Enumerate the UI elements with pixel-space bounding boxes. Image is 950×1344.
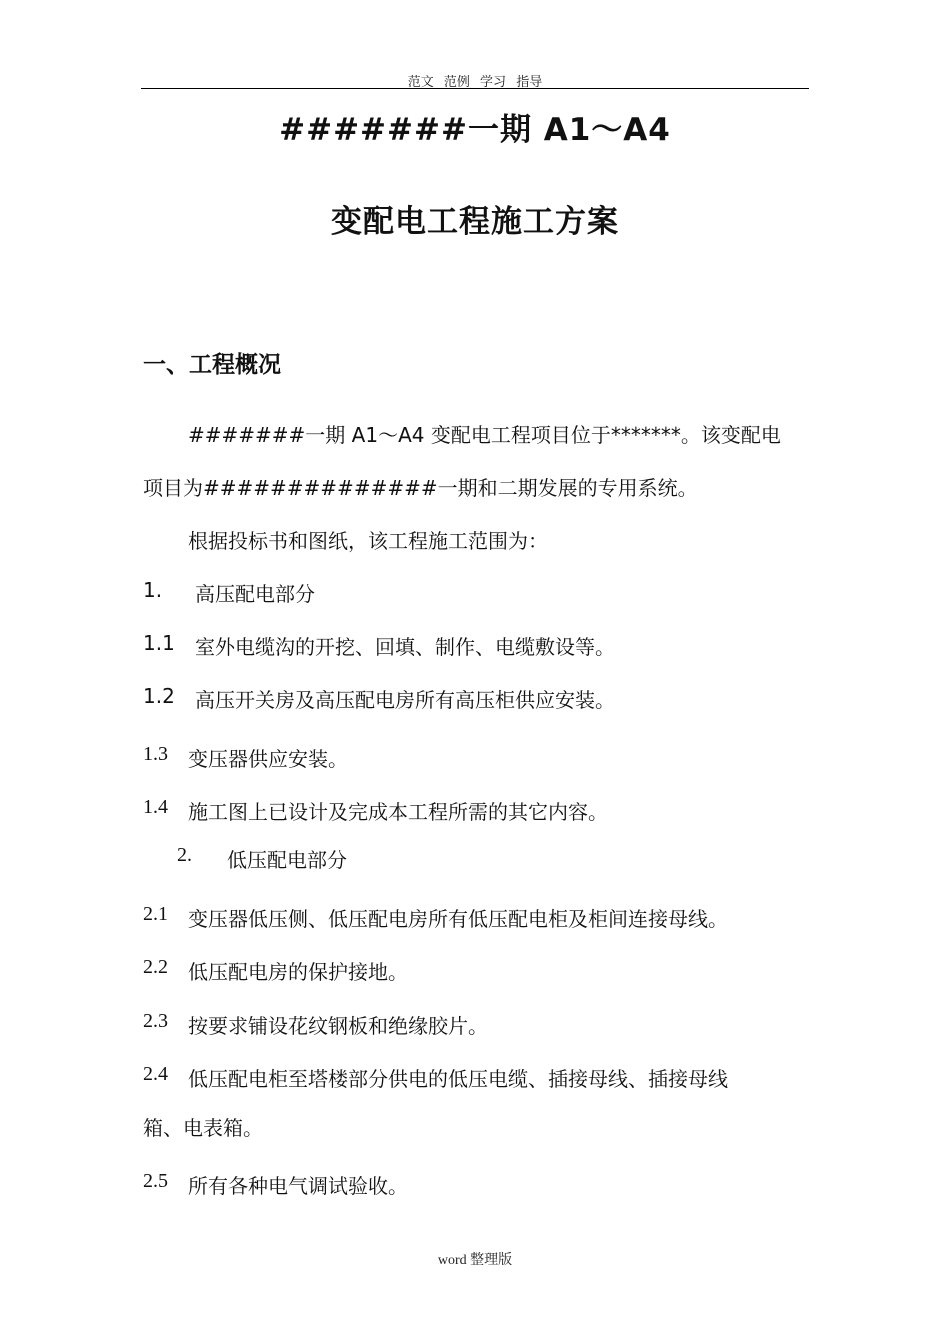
list-item-text: 低压配电柜至塔楼部分供电的低压电缆、插接母线、插接母线 (188, 1067, 728, 1091)
page-header: 范文 范例 学习 指导 (407, 75, 543, 90)
page-footer: word 整理版 (437, 1253, 513, 1268)
list-item-text: 按要求铺设花纹钢板和绝缘胶片。 (188, 1014, 488, 1038)
list-item-text: 变压器低压侧、低压配电房所有低压配电柜及柜间连接母线。 (188, 907, 728, 931)
list-item-text: 低压配电房的保护接地。 (188, 960, 408, 984)
list-item-number: 1.3 (143, 743, 168, 765)
section-heading-overview: 一、工程概况 (143, 352, 281, 378)
list-item-text: 高压开关房及高压配电房所有高压柜供应安装。 (195, 688, 615, 712)
list-item-text: 低压配电部分 (227, 848, 347, 872)
list-item-number: 2. (177, 844, 192, 866)
list-item-number: 1.4 (143, 796, 168, 818)
intro-paragraph-line-2: 项目为##############一期和二期发展的专用系统。 (143, 476, 698, 500)
document-title-line-1: #######一期 A1～A4 (279, 112, 671, 148)
list-item-text: 变压器供应安装。 (188, 747, 348, 771)
list-item-continuation: 箱、电表箱。 (143, 1116, 263, 1140)
list-item-number: 2.5 (143, 1170, 168, 1192)
list-item-text: 室外电缆沟的开挖、回填、制作、电缆敷设等。 (195, 635, 615, 659)
document-title-line-2: 变配电工程施工方案 (331, 204, 619, 240)
list-item-text: 施工图上已设计及完成本工程所需的其它内容。 (188, 800, 608, 824)
intro-paragraph-line-1: #######一期 A1～A4 变配电工程项目位于*******。该变配电 (188, 423, 781, 447)
list-item-number: 2.4 (143, 1063, 168, 1085)
list-item-text: 高压配电部分 (195, 582, 315, 606)
list-item-number: 1. (143, 578, 163, 602)
list-item-number: 2.2 (143, 956, 168, 978)
list-item-text: 所有各种电气调试验收。 (188, 1174, 408, 1198)
list-item-number: 1.1 (143, 631, 175, 655)
list-item-number: 1.2 (143, 684, 175, 708)
list-item-number: 2.1 (143, 903, 168, 925)
scope-lead-paragraph: 根据投标书和图纸，该工程施工范围为： (188, 529, 548, 553)
header-rule (141, 88, 809, 89)
list-item-number: 2.3 (143, 1010, 168, 1032)
